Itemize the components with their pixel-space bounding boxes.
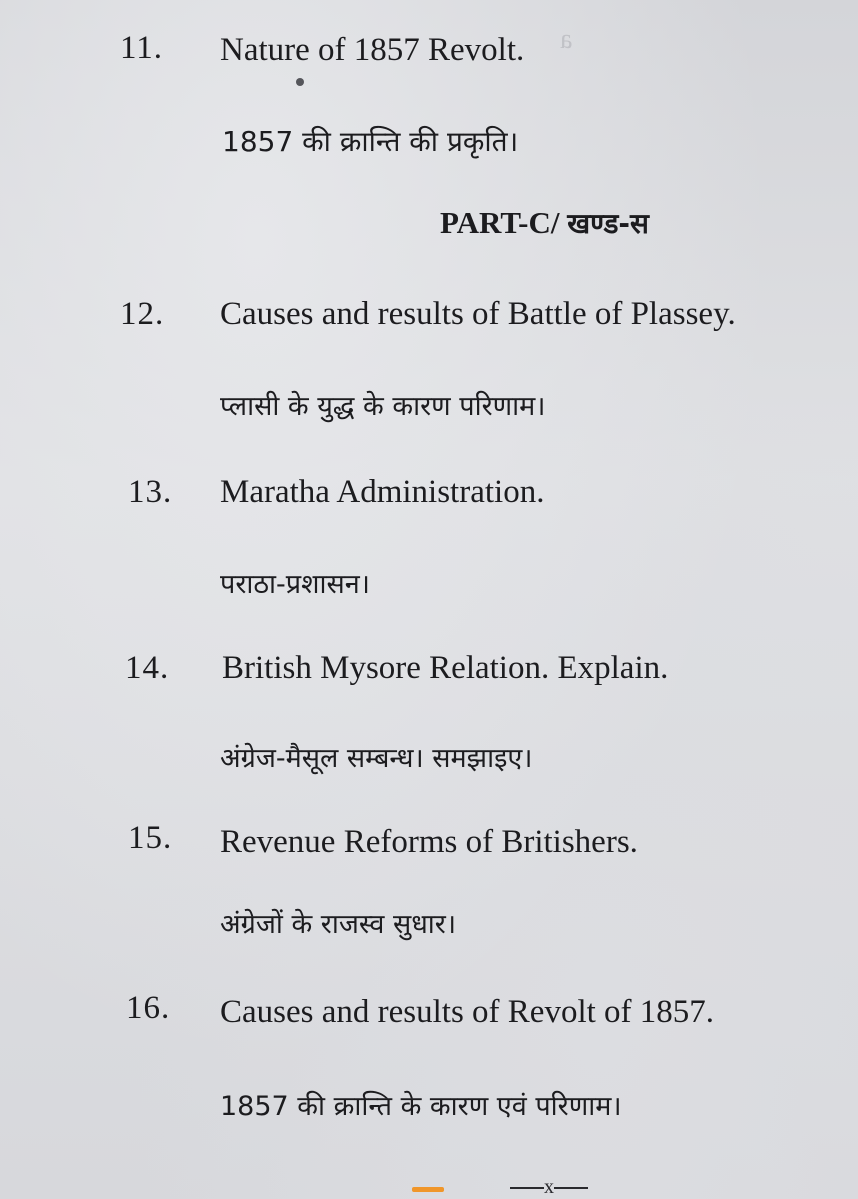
section-heading-english: PART-C/ — [440, 205, 568, 240]
section-heading-hindi: खण्ड-स — [567, 207, 649, 240]
question-number-14: 14. — [125, 650, 170, 686]
question-number-11: 11. — [120, 30, 164, 66]
question-12-english: Causes and results of Battle of Plassey. — [220, 296, 736, 332]
question-number-16: 16. — [126, 990, 171, 1026]
section-heading — [440, 204, 649, 242]
question-15-hindi: अंग्रेजों के राजस्व सुधार। — [220, 909, 457, 940]
question-16-english: Causes and results of Revolt of 1857. — [220, 994, 715, 1030]
end-mark-x: x — [544, 1176, 554, 1198]
question-number-12: 12. — [120, 296, 165, 332]
ink-dot — [296, 78, 304, 86]
question-12-hindi: प्लासी के युद्ध के कारण परिणाम। — [220, 391, 546, 422]
question-number-15: 15. — [128, 820, 173, 856]
question-11-hindi: 1857 की क्रान्ति की प्रकृति। — [222, 125, 519, 158]
highlight-mark — [412, 1187, 444, 1192]
question-13-english: Maratha Administration. — [220, 474, 545, 510]
question-13-hindi: पराठा-प्रशासन। — [220, 569, 370, 600]
show-through-text: a — [560, 24, 573, 55]
question-11-english: Nature of 1857 Revolt. — [220, 32, 525, 68]
question-14-english: British Mysore Relation. Explain. — [222, 650, 669, 686]
question-15-english: Revenue Reforms of Britishers. — [220, 824, 638, 860]
end-of-paper-mark — [510, 1176, 588, 1199]
end-rule-left — [510, 1187, 544, 1189]
question-14-hindi: अंग्रेज-मैसूल सम्बन्ध। समझाइए। — [220, 743, 533, 774]
question-16-hindi: 1857 की क्रान्ति के कारण एवं परिणाम। — [220, 1091, 622, 1122]
question-number-13: 13. — [128, 474, 173, 510]
end-rule-right — [554, 1187, 588, 1189]
